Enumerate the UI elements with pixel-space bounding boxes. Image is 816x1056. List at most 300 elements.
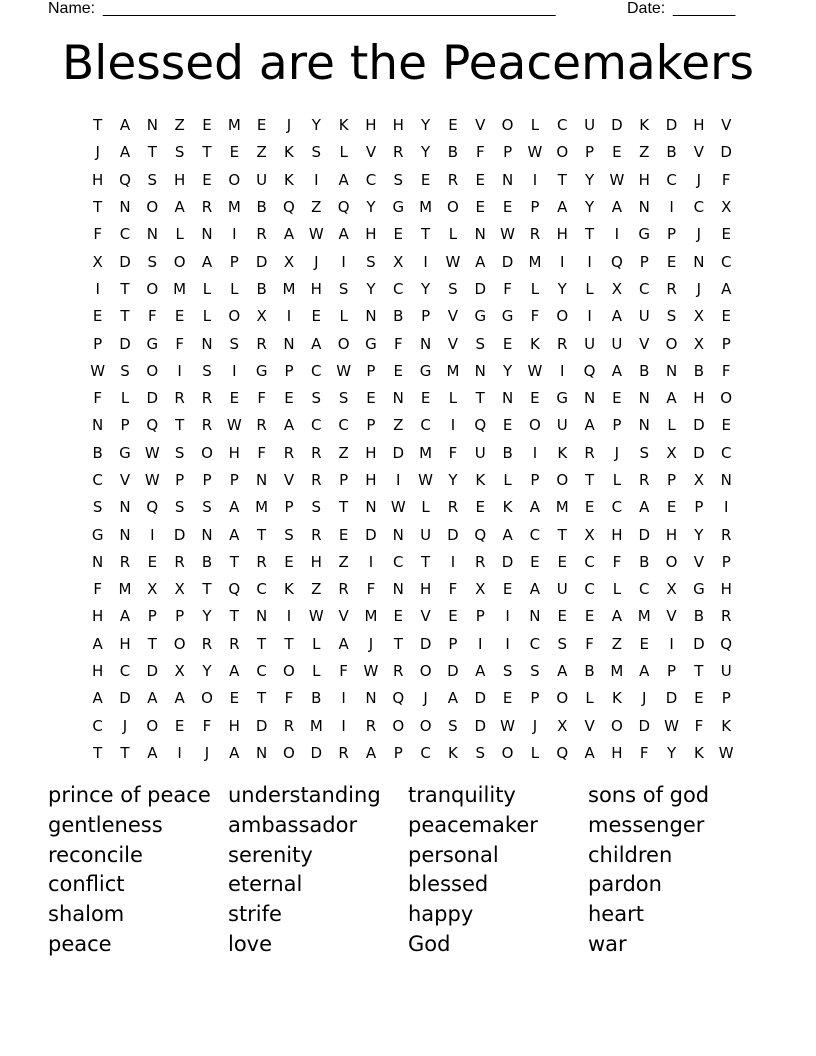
grid-letter: J: [423, 689, 428, 708]
grid-row: [84, 330, 740, 357]
word-list-item: love: [228, 931, 273, 956]
grid-letter: T: [557, 525, 567, 544]
grid-letter: C: [119, 662, 131, 681]
grid-letter: I: [505, 607, 510, 626]
grid-letter: O: [419, 716, 432, 735]
grid-letter: M: [282, 279, 296, 298]
grid-letter: E: [420, 170, 431, 189]
grid-letter: S: [229, 334, 240, 353]
grid-letter: R: [311, 525, 322, 544]
grid-letter: Q: [474, 525, 487, 544]
grid-letter: S: [147, 252, 158, 271]
grid-letter: I: [669, 634, 674, 653]
grid-letter: L: [448, 225, 458, 244]
grid-letter: W: [308, 225, 324, 244]
grid-letter: N: [665, 361, 678, 380]
grid-letter: A: [229, 662, 240, 681]
grid-letter: N: [146, 116, 158, 135]
header: [48, 0, 748, 20]
grid-letter: T: [584, 471, 595, 489]
grid-letter: N: [146, 225, 158, 244]
grid-letter: V: [338, 607, 349, 626]
grid-letter: F: [93, 389, 102, 408]
grid-letter: W: [718, 743, 734, 762]
grid-letter: D: [693, 416, 705, 435]
grid-letter: W: [500, 225, 515, 244]
grid-letter: T: [202, 143, 212, 162]
grid-letter: G: [255, 361, 268, 380]
grid-letter: C: [693, 198, 705, 217]
grid-letter: H: [365, 443, 377, 462]
name-blank-line: ____________________________________________________: [103, 0, 556, 17]
grid-letter: A: [611, 307, 623, 326]
grid-letter: R: [557, 334, 568, 353]
grid-letter: I: [560, 361, 565, 380]
grid-letter: A: [338, 170, 349, 189]
grid-letter: T: [93, 198, 103, 217]
grid-letter: Q: [556, 743, 569, 762]
grid-letter: R: [311, 471, 322, 489]
word-list-item: gentleness: [48, 812, 163, 837]
grid-letter: E: [229, 689, 240, 708]
grid-letter: T: [120, 279, 130, 298]
grid-row: [84, 740, 740, 767]
grid-letter: I: [450, 416, 456, 435]
grid-letter: I: [232, 225, 237, 244]
grid-letter: Q: [283, 198, 295, 217]
grid-letter: P: [721, 689, 731, 708]
grid-letter: N: [501, 170, 514, 189]
grid-letter: M: [446, 361, 460, 380]
grid-letter: K: [284, 170, 294, 189]
grid-letter: R: [393, 662, 404, 681]
grid-letter: D: [638, 525, 650, 544]
grid-row: [84, 576, 740, 603]
grid-letter: R: [447, 170, 459, 189]
grid-letter: X: [92, 252, 103, 271]
grid-letter: G: [638, 225, 651, 244]
grid-letter: X: [147, 580, 158, 599]
grid-row: [84, 658, 740, 685]
grid-letter: R: [720, 607, 732, 626]
grid-letter: X: [666, 443, 677, 462]
grid-letter: I: [177, 743, 182, 762]
grid-letter: H: [119, 634, 131, 653]
grid-letter: H: [92, 662, 104, 681]
grid-letter: W: [363, 662, 379, 681]
grid-letter: T: [229, 552, 239, 571]
grid-letter: K: [502, 498, 513, 517]
grid-letter: E: [612, 143, 622, 162]
grid-letter: E: [502, 580, 513, 599]
grid-letter: G: [146, 334, 159, 353]
grid-letter: B: [201, 552, 213, 571]
grid-letter: M: [227, 198, 241, 217]
grid-letter: U: [638, 307, 650, 326]
grid-letter: D: [146, 662, 159, 681]
grid-letter: C: [119, 225, 131, 244]
grid-letter: R: [201, 389, 213, 408]
grid-letter: E: [721, 416, 731, 435]
grid-letter: C: [638, 580, 650, 599]
grid-letter: U: [256, 170, 268, 189]
grid-letter: F: [202, 716, 212, 735]
grid-letter: D: [720, 143, 732, 162]
grid-letter: L: [339, 307, 348, 326]
grid-letter: S: [202, 361, 212, 380]
grid-letter: X: [174, 580, 185, 599]
grid-letter: L: [312, 662, 321, 681]
grid-letter: N: [419, 334, 432, 353]
grid-letter: C: [584, 580, 595, 599]
grid-letter: A: [447, 689, 459, 708]
grid-letter: G: [693, 580, 705, 599]
grid-letter: A: [229, 498, 240, 517]
grid-letter: D: [693, 634, 705, 653]
grid-letter: T: [120, 307, 130, 326]
word-list-item: peacemaker: [408, 812, 538, 837]
grid-letter: A: [475, 252, 486, 271]
grid-letter: T: [147, 634, 157, 653]
grid-letter: H: [611, 743, 623, 762]
grid-letter: I: [396, 471, 401, 489]
grid-row: [84, 167, 740, 194]
grid-letter: G: [556, 389, 569, 408]
grid-letter: P: [612, 416, 622, 435]
grid-letter: N: [119, 525, 131, 544]
grid-letter: A: [611, 361, 623, 380]
grid-letter: K: [338, 116, 349, 135]
grid-letter: N: [392, 525, 404, 544]
grid-letter: Z: [611, 634, 623, 653]
grid-letter: C: [584, 552, 595, 571]
grid-letter: J: [314, 252, 319, 271]
grid-letter: B: [639, 361, 650, 380]
grid-letter: C: [338, 416, 349, 435]
date-label: Date:: [627, 0, 666, 17]
grid-letter: A: [475, 662, 486, 681]
grid-letter: S: [120, 361, 130, 380]
grid-letter: G: [419, 361, 432, 380]
grid-letter: A: [174, 689, 185, 708]
grid-letter: S: [311, 498, 322, 517]
grid-letter: E: [202, 116, 212, 135]
grid-letter: G: [91, 525, 104, 544]
grid-letter: N: [119, 198, 131, 217]
grid-letter: N: [638, 416, 650, 435]
grid-letter: T: [339, 498, 349, 517]
grid-row: [84, 603, 740, 630]
grid-letter: O: [501, 743, 514, 762]
grid-letter: R: [201, 416, 213, 435]
grid-letter: Q: [337, 198, 350, 217]
grid-letter: R: [447, 498, 459, 517]
grid-letter: X: [283, 252, 295, 271]
grid-letter: Q: [228, 580, 241, 599]
grid-letter: W: [664, 716, 679, 735]
grid-letter: J: [286, 116, 292, 135]
grid-letter: W: [445, 252, 461, 271]
grid-letter: A: [147, 743, 158, 762]
grid-letter: E: [694, 689, 704, 708]
grid-letter: F: [475, 143, 485, 162]
grid-letter: C: [256, 580, 267, 599]
grid-letter: T: [421, 552, 431, 571]
grid-row: [84, 358, 740, 385]
grid-row: [84, 467, 740, 494]
word-list: [48, 781, 768, 960]
grid-letter: V: [420, 607, 431, 626]
grid-letter: M: [555, 498, 569, 517]
grid-letter: L: [530, 116, 540, 135]
grid-letter: R: [174, 552, 185, 571]
grid-letter: P: [93, 334, 103, 353]
grid-letter: N: [474, 361, 486, 380]
grid-letter: A: [338, 634, 349, 653]
grid-letter: J: [95, 143, 100, 162]
grid-letter: O: [556, 307, 569, 326]
grid-letter: F: [448, 580, 458, 599]
grid-letter: M: [610, 662, 624, 681]
grid-letter: P: [284, 361, 294, 380]
grid-letter: P: [202, 471, 212, 489]
grid-letter: E: [721, 225, 731, 244]
grid-letter: E: [721, 307, 731, 326]
grid-letter: C: [638, 279, 650, 298]
grid-letter: L: [202, 279, 212, 298]
grid-letter: S: [448, 279, 458, 298]
grid-letter: B: [256, 198, 267, 217]
name-label: Name:: [48, 0, 96, 17]
grid-letter: L: [503, 471, 512, 489]
grid-letter: S: [639, 443, 649, 462]
grid-letter: M: [309, 716, 323, 735]
grid-row: [84, 303, 740, 330]
grid-letter: D: [474, 716, 487, 735]
grid-letter: N: [365, 498, 377, 517]
grid-letter: A: [338, 225, 349, 244]
grid-letter: E: [92, 307, 103, 326]
grid-letter: R: [283, 716, 295, 735]
grid-letter: H: [556, 225, 568, 244]
grid-letter: E: [639, 634, 649, 653]
grid-letter: E: [338, 525, 349, 544]
grid-letter: X: [721, 198, 732, 217]
grid-letter: D: [447, 525, 459, 544]
grid-letter: D: [119, 252, 131, 271]
grid-letter: A: [502, 525, 513, 544]
grid-letter: O: [665, 552, 678, 571]
grid-letter: V: [693, 552, 705, 571]
grid-letter: H: [310, 279, 322, 298]
grid-letter: E: [229, 143, 240, 162]
word-list-item: ambassador: [228, 812, 358, 837]
grid-letter: A: [119, 143, 131, 162]
grid-letter: M: [227, 116, 241, 135]
grid-letter: Q: [610, 252, 623, 271]
grid-letter: K: [721, 716, 732, 735]
word-list-item: tranquility: [408, 783, 516, 807]
grid-letter: D: [447, 662, 459, 681]
grid-letter: B: [92, 443, 103, 462]
grid-row: [84, 521, 740, 548]
grid-letter: Z: [338, 552, 349, 571]
grid-letter: R: [529, 225, 541, 244]
grid-letter: S: [338, 389, 349, 408]
grid-letter: B: [256, 279, 267, 298]
grid-letter: R: [256, 416, 267, 435]
grid-letter: K: [284, 580, 294, 599]
grid-letter: S: [557, 634, 567, 653]
grid-letter: D: [146, 389, 159, 408]
grid-letter: E: [448, 607, 458, 626]
word-list-item: blessed: [408, 872, 489, 897]
grid-letter: Q: [392, 689, 405, 708]
grid-letter: P: [721, 552, 731, 571]
grid-letter: V: [721, 116, 732, 135]
grid-letter: Z: [393, 416, 404, 435]
grid-letter: X: [393, 252, 404, 271]
grid-letter: X: [611, 279, 623, 298]
grid-letter: F: [93, 580, 102, 599]
grid-letter: N: [638, 198, 650, 217]
grid-letter: F: [257, 389, 266, 408]
word-list-item: conflict: [48, 872, 125, 897]
word-list-item: serenity: [228, 842, 313, 867]
grid-letter: S: [393, 170, 404, 189]
grid-letter: P: [421, 307, 431, 326]
word-list-item: reconcile: [48, 842, 143, 867]
grid-letter: I: [423, 252, 428, 271]
grid-letter: X: [256, 307, 267, 326]
grid-letter: H: [720, 580, 732, 599]
grid-letter: D: [501, 552, 514, 571]
grid-letter: L: [530, 743, 540, 762]
grid-letter: O: [146, 279, 159, 298]
grid-letter: S: [284, 525, 294, 544]
grid-letter: R: [283, 443, 295, 462]
grid-letter: M: [364, 607, 378, 626]
word-list-item: shalom: [48, 902, 125, 927]
grid-letter: B: [666, 143, 677, 162]
grid-letter: H: [665, 525, 678, 544]
grid-letter: R: [365, 716, 377, 735]
word-list-item: prince of peace: [48, 783, 211, 807]
grid-letter: H: [310, 552, 322, 571]
grid-letter: E: [393, 361, 404, 380]
grid-letter: R: [720, 525, 732, 544]
grid-letter: F: [721, 170, 731, 189]
grid-letter: W: [390, 498, 406, 517]
grid-letter: T: [257, 634, 267, 653]
grid-letter: F: [393, 334, 403, 353]
grid-letter: X: [475, 580, 486, 599]
grid-letter: J: [642, 689, 647, 708]
grid-letter: D: [392, 443, 405, 462]
grid-letter: A: [611, 607, 623, 626]
grid-letter: E: [147, 552, 158, 571]
word-list-item: strife: [228, 902, 282, 927]
grid-letter: C: [557, 116, 568, 135]
grid-letter: F: [339, 662, 348, 681]
word-list-item: understanding: [228, 783, 381, 807]
grid-letter: I: [150, 525, 155, 544]
grid-letter: K: [475, 471, 486, 489]
grid-letter: A: [584, 416, 595, 435]
grid-letter: O: [146, 198, 159, 217]
grid-letter: E: [420, 389, 431, 408]
grid-letter: P: [694, 498, 704, 517]
grid-letter: U: [720, 662, 732, 681]
grid-letter: E: [530, 389, 540, 408]
grid-letter: C: [311, 361, 322, 380]
grid-letter: B: [311, 689, 322, 708]
grid-letter: K: [529, 334, 540, 353]
grid-letter: U: [420, 525, 432, 544]
grid-letter: B: [584, 662, 595, 681]
grid-letter: A: [529, 498, 541, 517]
grid-letter: L: [585, 279, 594, 298]
grid-letter: S: [448, 716, 458, 735]
grid-letter: P: [448, 634, 458, 653]
grid-letter: E: [393, 225, 404, 244]
grid-letter: Q: [720, 634, 733, 653]
grid-letter: E: [475, 198, 485, 217]
grid-letter: N: [256, 471, 268, 489]
grid-letter: J: [368, 634, 374, 653]
grid-letter: A: [229, 525, 240, 544]
grid-letter: S: [174, 498, 185, 517]
grid-letter: U: [584, 116, 596, 135]
grid-letter: T: [257, 689, 267, 708]
grid-letter: R: [201, 634, 213, 653]
grid-letter: M: [419, 198, 433, 217]
grid-row: [84, 276, 740, 303]
word-list-item: personal: [408, 842, 499, 867]
grid-letter: I: [177, 361, 182, 380]
grid-letter: M: [528, 252, 542, 271]
grid-letter: S: [311, 143, 322, 162]
grid-letter: P: [667, 225, 677, 244]
grid-letter: U: [474, 443, 486, 462]
grid-letter: W: [336, 361, 352, 380]
word-list-item: heart: [588, 902, 644, 927]
grid-letter: I: [341, 689, 346, 708]
grid-letter: C: [529, 525, 541, 544]
grid-letter: L: [612, 471, 622, 489]
grid-letter: B: [393, 307, 404, 326]
grid-letter: Z: [174, 116, 185, 135]
grid-letter: Y: [202, 662, 212, 681]
grid-letter: E: [502, 689, 513, 708]
grid-letter: J: [532, 716, 538, 735]
grid-letter: Q: [474, 416, 487, 435]
grid-row: [84, 221, 740, 248]
grid-letter: T: [120, 743, 130, 762]
grid-letter: C: [393, 279, 404, 298]
grid-letter: G: [392, 198, 405, 217]
grid-letter: H: [693, 116, 705, 135]
word-list-item: pardon: [588, 872, 662, 897]
grid-letter: P: [175, 607, 185, 626]
grid-letter: F: [530, 307, 540, 326]
grid-letter: A: [201, 252, 213, 271]
grid-letter: F: [503, 279, 512, 298]
grid-letter: S: [92, 498, 103, 517]
grid-letter: H: [611, 525, 623, 544]
grid-letter: L: [202, 307, 212, 326]
grid-letter: Y: [421, 279, 431, 298]
